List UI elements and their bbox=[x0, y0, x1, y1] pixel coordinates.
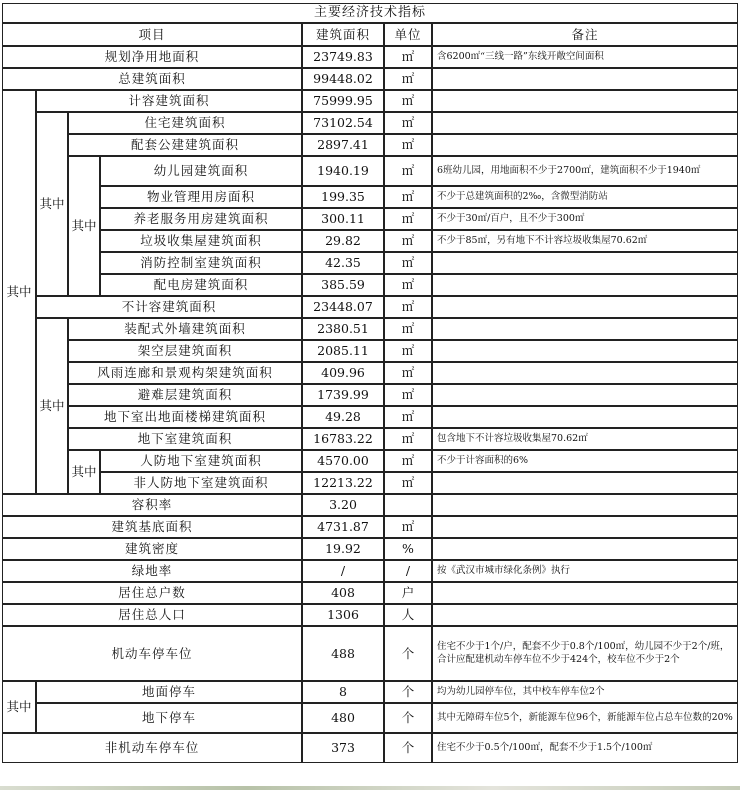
row-value bbox=[302, 134, 384, 156]
row-label-text: 建筑基底面积 bbox=[111, 519, 193, 535]
row-unit bbox=[384, 538, 432, 560]
row-label-text: 配套公建建筑面积 bbox=[130, 137, 239, 153]
row-label bbox=[36, 703, 302, 733]
row-label-text: 居住总户数 bbox=[118, 585, 186, 601]
row-label-text: 机动车停车位 bbox=[111, 645, 193, 661]
row-label-text: 地下室出地面楼梯建筑面积 bbox=[103, 409, 266, 425]
row-unit bbox=[384, 318, 432, 340]
row-unit bbox=[384, 626, 432, 681]
row-value bbox=[302, 626, 384, 681]
row-unit bbox=[384, 384, 432, 406]
row-value-text: 42.35 bbox=[325, 255, 361, 271]
row-label bbox=[2, 538, 302, 560]
row-label-text: 容积率 bbox=[131, 497, 173, 513]
row-value bbox=[302, 340, 384, 362]
row-value bbox=[302, 406, 384, 428]
row-unit bbox=[384, 208, 432, 230]
row-note bbox=[432, 428, 738, 450]
row-label bbox=[68, 134, 302, 156]
row-value bbox=[302, 604, 384, 626]
row-label-text: 垃圾收集屋建筑面积 bbox=[140, 233, 262, 249]
row-note-text: 均为幼儿园停车位，其中校车停车位2个 bbox=[437, 685, 605, 697]
group-label-1-text: 其中 bbox=[6, 284, 32, 300]
row-unit bbox=[384, 681, 432, 703]
row-unit-text: ㎡ bbox=[401, 189, 415, 205]
row-label-text: 幼儿园建筑面积 bbox=[153, 163, 249, 179]
row-unit-text: ㎡ bbox=[401, 453, 415, 469]
row-label bbox=[100, 252, 302, 274]
row-unit bbox=[384, 90, 432, 112]
row-note bbox=[432, 68, 738, 90]
header-unit bbox=[384, 23, 432, 46]
header-note-text: 备注 bbox=[571, 26, 599, 42]
table-title-text: 主要经济技术指标 bbox=[313, 4, 426, 20]
group-label-1 bbox=[2, 90, 36, 494]
row-label bbox=[100, 450, 302, 472]
row-value bbox=[302, 112, 384, 134]
row-unit-text: 个 bbox=[401, 684, 415, 700]
row-value-text: 29.82 bbox=[325, 233, 361, 249]
row-label-text: 架空层建筑面积 bbox=[137, 343, 233, 359]
row-label-text: 非机动车停车位 bbox=[104, 740, 200, 756]
row-note bbox=[432, 156, 738, 186]
row-note bbox=[432, 274, 738, 296]
row-value-text: 4570.00 bbox=[317, 453, 369, 469]
row-unit-text: % bbox=[402, 541, 414, 557]
table-title bbox=[2, 3, 738, 23]
row-unit-text: ㎡ bbox=[401, 343, 415, 359]
row-value bbox=[302, 560, 384, 582]
row-note bbox=[432, 186, 738, 208]
row-label bbox=[36, 296, 302, 318]
row-label-text: 建筑密度 bbox=[124, 541, 179, 557]
row-note bbox=[432, 208, 738, 230]
row-value-text: 23749.83 bbox=[313, 49, 373, 65]
row-unit-text: / bbox=[405, 563, 411, 579]
row-unit-text: ㎡ bbox=[401, 233, 415, 249]
row-unit bbox=[384, 472, 432, 494]
row-unit-text: ㎡ bbox=[401, 387, 415, 403]
row-unit-text: ㎡ bbox=[401, 475, 415, 491]
row-label bbox=[68, 428, 302, 450]
header-item-text: 项目 bbox=[138, 26, 166, 42]
row-value bbox=[302, 703, 384, 733]
row-note-text: 6班幼儿园，用地面积不少于2700㎡，建筑面积不少于1940㎡ bbox=[437, 164, 701, 176]
row-value-text: 16783.22 bbox=[313, 431, 373, 447]
row-label bbox=[68, 362, 302, 384]
row-note bbox=[432, 450, 738, 472]
row-note-text: 不少于30㎡/百户，且不少于300㎡ bbox=[437, 212, 585, 224]
group-label-4 bbox=[36, 318, 68, 494]
row-unit-text: ㎡ bbox=[401, 49, 415, 65]
row-value bbox=[302, 681, 384, 703]
row-value bbox=[302, 516, 384, 538]
row-value-text: 1940.19 bbox=[317, 163, 369, 179]
row-label-text: 配电房建筑面积 bbox=[153, 277, 249, 293]
row-unit bbox=[384, 494, 432, 516]
row-value-text: 4731.87 bbox=[317, 519, 369, 535]
row-unit bbox=[384, 703, 432, 733]
row-note bbox=[432, 494, 738, 516]
row-label-text: 计容建筑面积 bbox=[128, 93, 210, 109]
row-unit bbox=[384, 112, 432, 134]
row-value-text: 300.11 bbox=[321, 211, 365, 227]
row-unit bbox=[384, 134, 432, 156]
row-label-text: 消防控制室建筑面积 bbox=[140, 255, 262, 271]
row-label bbox=[100, 208, 302, 230]
row-value bbox=[302, 472, 384, 494]
row-value-text: 385.59 bbox=[321, 277, 365, 293]
row-label-text: 装配式外墙建筑面积 bbox=[124, 321, 246, 337]
row-unit-text: ㎡ bbox=[401, 137, 415, 153]
row-value-text: 8 bbox=[339, 684, 347, 700]
header-area bbox=[302, 23, 384, 46]
row-note bbox=[432, 46, 738, 68]
row-unit-text: 个 bbox=[401, 740, 415, 756]
header-note bbox=[432, 23, 738, 46]
row-value bbox=[302, 538, 384, 560]
row-value-text: 3.20 bbox=[329, 497, 357, 513]
row-note bbox=[432, 384, 738, 406]
row-unit bbox=[384, 582, 432, 604]
group-label-6 bbox=[2, 681, 36, 733]
row-label-text: 居住总人口 bbox=[118, 607, 186, 623]
row-label-text: 规划净用地面积 bbox=[104, 49, 200, 65]
row-label-text: 物业管理用房面积 bbox=[146, 189, 255, 205]
row-unit bbox=[384, 68, 432, 90]
row-unit bbox=[384, 450, 432, 472]
row-value-text: 488 bbox=[331, 645, 355, 661]
row-note bbox=[432, 538, 738, 560]
row-note bbox=[432, 582, 738, 604]
row-note bbox=[432, 604, 738, 626]
row-unit-text: ㎡ bbox=[401, 519, 415, 535]
row-value bbox=[302, 274, 384, 296]
row-value-text: 19.92 bbox=[325, 541, 361, 557]
row-label-text: 地面停车 bbox=[141, 684, 196, 700]
row-label bbox=[100, 230, 302, 252]
row-value bbox=[302, 46, 384, 68]
group-label-4-text: 其中 bbox=[39, 398, 65, 414]
row-unit-text: 户 bbox=[401, 585, 415, 601]
row-unit-text: ㎡ bbox=[401, 255, 415, 271]
row-unit-text: ㎡ bbox=[401, 299, 415, 315]
row-label bbox=[2, 46, 302, 68]
row-unit bbox=[384, 340, 432, 362]
row-value bbox=[302, 428, 384, 450]
group-label-5 bbox=[68, 450, 100, 494]
row-label bbox=[2, 516, 302, 538]
row-value-text: 409.96 bbox=[321, 365, 365, 381]
row-note-text: 按《武汉市城市绿化条例》执行 bbox=[437, 564, 571, 576]
row-unit-text: 个 bbox=[401, 645, 415, 661]
row-note bbox=[432, 134, 738, 156]
row-value bbox=[302, 186, 384, 208]
row-label bbox=[68, 112, 302, 134]
header-item bbox=[2, 23, 302, 46]
row-value-text: 1739.99 bbox=[317, 387, 369, 403]
row-value bbox=[302, 494, 384, 516]
row-unit bbox=[384, 406, 432, 428]
row-note bbox=[432, 560, 738, 582]
row-unit-text: ㎡ bbox=[401, 321, 415, 337]
row-unit-text: ㎡ bbox=[401, 365, 415, 381]
row-value-text: 1306 bbox=[327, 607, 359, 623]
row-note bbox=[432, 472, 738, 494]
row-value bbox=[302, 384, 384, 406]
row-unit bbox=[384, 156, 432, 186]
row-unit bbox=[384, 428, 432, 450]
row-label bbox=[2, 560, 302, 582]
group-label-3 bbox=[68, 156, 100, 296]
row-label bbox=[68, 318, 302, 340]
row-note-text: 包含地下不计容垃圾收集屋70.62㎡ bbox=[437, 432, 588, 444]
row-label bbox=[36, 90, 302, 112]
row-unit bbox=[384, 604, 432, 626]
row-note bbox=[432, 681, 738, 703]
row-note bbox=[432, 230, 738, 252]
row-label bbox=[100, 472, 302, 494]
row-note bbox=[432, 252, 738, 274]
group-label-2-text: 其中 bbox=[39, 196, 65, 212]
row-label bbox=[2, 604, 302, 626]
row-note bbox=[432, 296, 738, 318]
row-label bbox=[2, 494, 302, 516]
row-value bbox=[302, 208, 384, 230]
row-value-text: 23448.07 bbox=[313, 299, 373, 315]
row-value bbox=[302, 362, 384, 384]
row-unit bbox=[384, 296, 432, 318]
row-unit bbox=[384, 186, 432, 208]
row-value-text: 73102.54 bbox=[313, 115, 373, 131]
row-label bbox=[2, 582, 302, 604]
row-value bbox=[302, 582, 384, 604]
row-note-text: 不少于计容面积的6% bbox=[437, 454, 529, 466]
group-label-3-text: 其中 bbox=[71, 218, 97, 234]
row-label bbox=[68, 384, 302, 406]
row-value-text: 2085.11 bbox=[317, 343, 369, 359]
row-note-text: 住宅不少于1个/户，配套不少于0.8个/100㎡，幼儿园不少于2个/班，合计应配建机动车停车位不少于424个，校车位不少于2个 bbox=[437, 640, 730, 665]
row-unit-text: 人 bbox=[401, 607, 415, 623]
row-note-text: 不少于85㎡，另有地下不计容垃圾收集屋70.62㎡ bbox=[437, 234, 648, 246]
row-unit-text: ㎡ bbox=[401, 409, 415, 425]
row-unit bbox=[384, 274, 432, 296]
row-value bbox=[302, 252, 384, 274]
row-label-text: 非人防地下室建筑面积 bbox=[133, 475, 269, 491]
row-label-text: 避难层建筑面积 bbox=[137, 387, 233, 403]
header-area-text: 建筑面积 bbox=[315, 26, 370, 42]
row-label-text: 人防地下室建筑面积 bbox=[140, 453, 262, 469]
row-value-text: 2897.41 bbox=[317, 137, 369, 153]
row-label-text: 总建筑面积 bbox=[118, 71, 186, 87]
row-value-text: 49.28 bbox=[325, 409, 361, 425]
row-unit bbox=[384, 733, 432, 763]
row-value-text: 408 bbox=[331, 585, 355, 601]
row-value bbox=[302, 296, 384, 318]
row-note-text: 不少于总建筑面积的2‰，含微型消防站 bbox=[437, 190, 608, 202]
row-note-text: 住宅不少于0.5个/100㎡，配套不少于1.5个/100㎡ bbox=[437, 741, 653, 753]
row-value bbox=[302, 156, 384, 186]
row-note bbox=[432, 406, 738, 428]
row-unit-text: ㎡ bbox=[401, 115, 415, 131]
group-label-2 bbox=[36, 112, 68, 296]
row-label bbox=[100, 156, 302, 186]
row-unit bbox=[384, 230, 432, 252]
row-note bbox=[432, 516, 738, 538]
row-unit bbox=[384, 516, 432, 538]
row-label-text: 绿地率 bbox=[131, 563, 173, 579]
row-label bbox=[100, 186, 302, 208]
row-note-text: 含6200㎡“三线一路”东线开敞空间面积 bbox=[437, 50, 604, 62]
row-note-text: 其中无障碍车位5个，新能源车位96个，新能源车位占总车位数的20% bbox=[437, 711, 733, 723]
row-label bbox=[2, 626, 302, 681]
row-value-text: 75999.95 bbox=[313, 93, 373, 109]
row-value bbox=[302, 450, 384, 472]
row-value bbox=[302, 90, 384, 112]
row-unit bbox=[384, 252, 432, 274]
row-value bbox=[302, 318, 384, 340]
group-label-5-text: 其中 bbox=[71, 464, 97, 480]
row-note bbox=[432, 90, 738, 112]
row-label bbox=[68, 406, 302, 428]
row-label bbox=[36, 681, 302, 703]
row-unit-text: ㎡ bbox=[401, 93, 415, 109]
row-label-text: 不计容建筑面积 bbox=[121, 299, 217, 315]
row-value bbox=[302, 733, 384, 763]
row-label-text: 地下停车 bbox=[141, 710, 196, 726]
row-value-text: 373 bbox=[331, 740, 355, 756]
row-label bbox=[68, 340, 302, 362]
row-label-text: 养老服务用房建筑面积 bbox=[133, 211, 269, 227]
row-label bbox=[2, 733, 302, 763]
row-note bbox=[432, 340, 738, 362]
row-label-text: 风雨连廊和景观构架建筑面积 bbox=[97, 365, 273, 381]
row-label bbox=[100, 274, 302, 296]
row-value-text: 199.35 bbox=[321, 189, 365, 205]
row-note bbox=[432, 733, 738, 763]
row-value-text: 480 bbox=[331, 710, 355, 726]
row-note bbox=[432, 362, 738, 384]
row-note bbox=[432, 626, 738, 681]
row-note bbox=[432, 318, 738, 340]
row-label-text: 地下室建筑面积 bbox=[137, 431, 233, 447]
row-unit-text: ㎡ bbox=[401, 277, 415, 293]
row-value bbox=[302, 230, 384, 252]
background-image-strip bbox=[0, 786, 740, 790]
group-label-6-text: 其中 bbox=[6, 699, 32, 715]
row-unit-text: ㎡ bbox=[401, 163, 415, 179]
row-unit-text: ㎡ bbox=[401, 431, 415, 447]
row-note bbox=[432, 112, 738, 134]
row-unit-text: 个 bbox=[401, 710, 415, 726]
row-unit bbox=[384, 362, 432, 384]
row-value-text: / bbox=[340, 563, 346, 579]
row-note bbox=[432, 703, 738, 733]
row-unit bbox=[384, 560, 432, 582]
row-unit bbox=[384, 46, 432, 68]
row-label bbox=[2, 68, 302, 90]
row-label-text: 住宅建筑面积 bbox=[144, 115, 226, 131]
row-value-text: 12213.22 bbox=[313, 475, 373, 491]
row-unit-text: ㎡ bbox=[401, 211, 415, 227]
header-unit-text: 单位 bbox=[394, 26, 422, 42]
row-unit-text: ㎡ bbox=[401, 71, 415, 87]
row-value-text: 99448.02 bbox=[313, 71, 373, 87]
row-value-text: 2380.51 bbox=[317, 321, 369, 337]
row-value bbox=[302, 68, 384, 90]
